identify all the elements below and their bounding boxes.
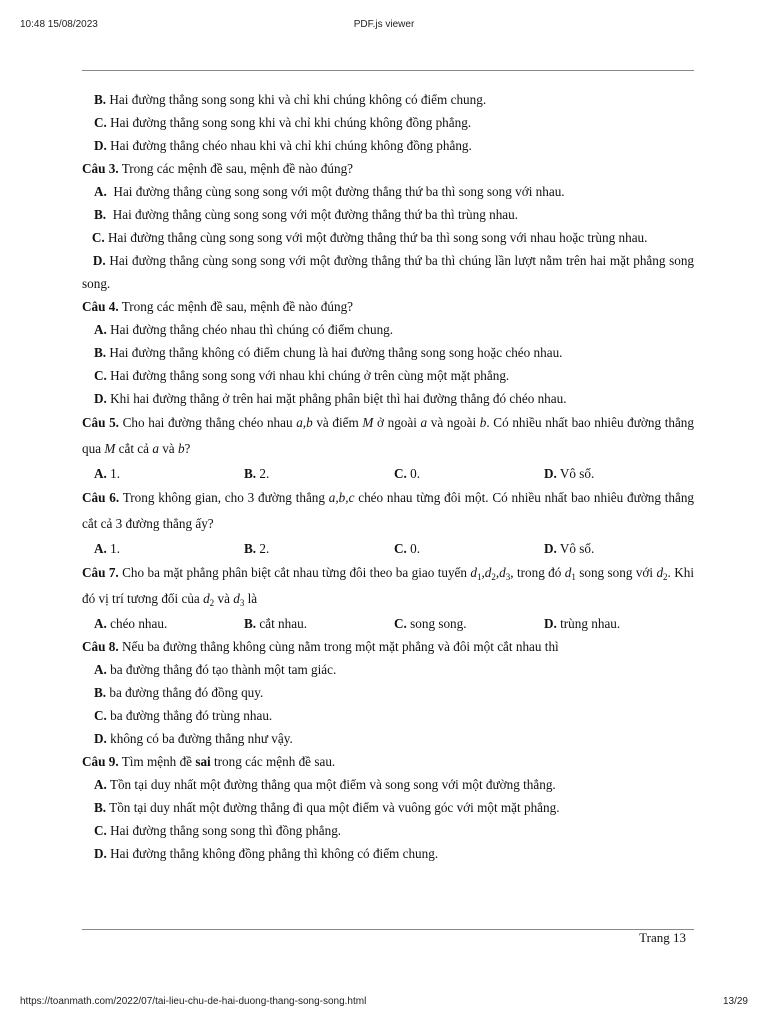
print-page-counter: 13/29 <box>722 996 748 1007</box>
q3-option-a: A. Hai đường thẳng cùng song song với một đường thẳng thứ ba thì song song với nhau. <box>94 184 565 199</box>
q5-options <box>82 462 694 485</box>
question-8: Câu 8. Nếu ba đường thẳng không cùng nằm trong một mặt phẳng và đôi một cắt nhau thì <box>82 639 559 654</box>
q6-option-c: C. 0. <box>394 541 421 556</box>
q6-option-a: A. 1. <box>94 541 121 556</box>
q4-option-b: B. Hai đường thẳng không có điểm chung là hai đường thẳng song song hoặc chéo nhau. <box>94 345 563 360</box>
bottom-divider <box>82 929 694 930</box>
q9-option-b: B. Tồn tại duy nhất một đường thẳng đi qua một điểm và vuông góc với một mặt phẳng. <box>94 800 560 815</box>
q9-option-c: C. Hai đường thẳng song song thì đồng phẳng. <box>94 823 342 838</box>
q7-option-d: D. trùng nhau. <box>544 616 621 631</box>
q6-option-b: B. 2. <box>244 541 270 556</box>
q5-option-c: C. 0. <box>394 466 421 481</box>
q4-option-d: D. Khi hai đường thẳng ở trên hai mặt phẳng phân biệt thì hai đường thẳng đó chéo nhau. <box>94 391 567 406</box>
print-header <box>0 0 768 40</box>
top-divider <box>82 70 694 71</box>
q6-options <box>82 537 694 560</box>
q9-option-d: D. Hai đường thẳng không đồng phẳng thì không có điểm chung. <box>94 846 439 861</box>
q8-option-b: B. ba đường thẳng đó đồng quy. <box>94 685 264 700</box>
q3-option-b: B. Hai đường thẳng cùng song song với một đường thẳng thứ ba thì trùng nhau. <box>94 207 519 222</box>
q7-option-b: B. cắt nhau. <box>244 616 307 631</box>
print-title: PDF.js viewer <box>353 19 415 30</box>
q4-option-a: A. Hai đường thẳng chéo nhau thì chúng có điểm chung. <box>94 322 394 337</box>
q8-option-a: A. ba đường thẳng đó tạo thành một tam giác. <box>94 662 337 677</box>
prev-option-b: B. Hai đường thẳng song song khi và chỉ khi chúng không có điểm chung. <box>94 92 487 107</box>
question-6: Câu 6. Trong không gian, cho 3 đường thẳng a,b,c chéo nhau từng đôi một. Có nhiều nhất bao nhiêu đường thẳng cắt cả 3 đường thẳng ấy? <box>82 490 695 531</box>
q7-option-a: A. chéo nhau. <box>94 616 168 631</box>
q6-option-d: D. Vô số. <box>544 541 595 556</box>
prev-option-d: D. Hai đường thẳng chéo nhau khi và chỉ khi chúng không đồng phẳng. <box>94 138 472 153</box>
page-number-label: Trang 13 <box>639 930 686 945</box>
q3-option-d: D. Hai đường thẳng cùng song song với một đường thẳng thứ ba thì chúng lần lượt nằm trên hai mặt phẳng song song. <box>82 253 695 291</box>
q8-option-d: D. không có ba đường thẳng như vậy. <box>94 731 293 746</box>
q8-option-c: C. ba đường thẳng đó trùng nhau. <box>94 708 273 723</box>
question-3: Câu 3. Trong các mệnh đề sau, mệnh đề nào đúng? <box>82 161 354 176</box>
q7-options <box>82 612 694 635</box>
question-7: Câu 7. Cho ba mặt phẳng phân biệt cắt nhau từng đôi theo ba giao tuyến $d_1,d_2,d_3$, trong đó $d_1$ song song với $d_2$. Khi đó vị trí tương đối của $d_2$ và $d_3$ là <box>82 565 695 608</box>
q4-option-c: C. Hai đường thẳng song song với nhau khi chúng ở trên cùng một mặt phẳng. <box>94 368 510 383</box>
q5-option-a: A. 1. <box>94 466 121 481</box>
q7-option-c: C. song song. <box>394 616 467 631</box>
question-9: Câu 9. Tìm mệnh đề sai trong các mệnh đề sau. <box>82 754 336 769</box>
document-page <box>82 88 694 865</box>
question-5: Câu 5. Cho hai đường thẳng chéo nhau a,b và điểm M ở ngoài a và ngoài b. Có nhiều nhất bao nhiêu đường thẳng qua M cắt cả a và b? <box>82 415 694 456</box>
question-4: Câu 4. Trong các mệnh đề sau, mệnh đề nào đúng? <box>82 299 354 314</box>
print-url: https://toanmath.com/2022/07/tai-lieu-chu-de-hai-duong-thang-song-song.html <box>20 996 367 1007</box>
prev-option-c: C. Hai đường thẳng song song khi và chỉ khi chúng không đồng phẳng. <box>94 115 472 130</box>
print-datetime: 10:48 15/08/2023 <box>20 19 98 30</box>
q5-option-d: D. Vô số. <box>544 466 595 481</box>
q5-option-b: B. 2. <box>244 466 270 481</box>
q9-option-a: A. Tồn tại duy nhất một đường thẳng qua một điểm và song song với một đường thẳng. <box>94 777 556 792</box>
q3-option-c: C. Hai đường thẳng cùng song song với một đường thẳng thứ ba thì song song với nhau hoặc trùng nhau. <box>91 230 648 245</box>
